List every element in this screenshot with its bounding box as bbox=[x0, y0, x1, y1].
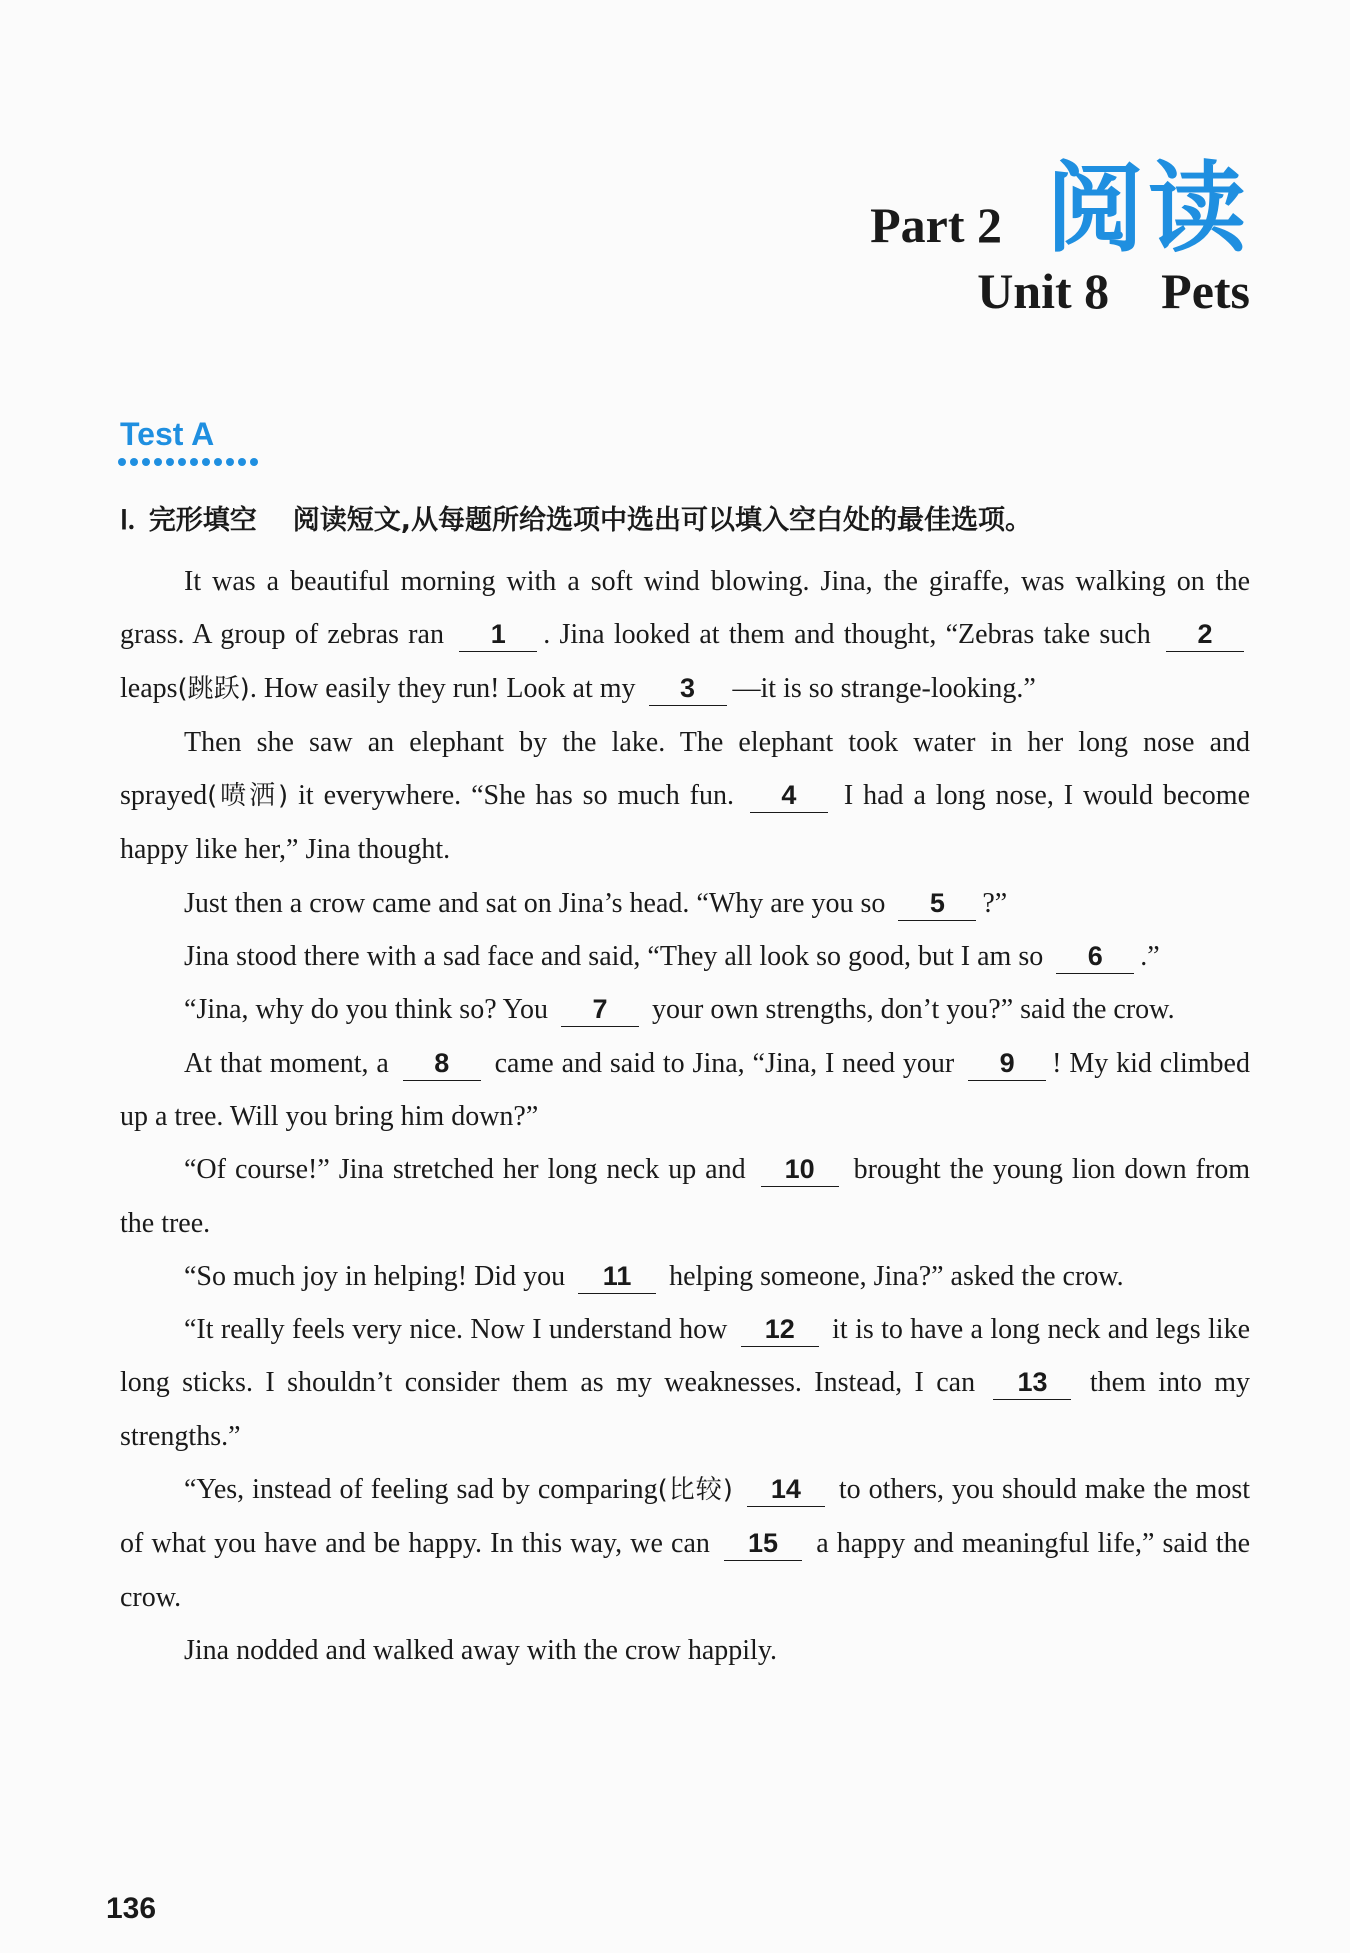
paragraph: “Yes, instead of feeling sad by comparing(比较) 14 to others, you should make the most of what you have and be happy. In this way, we can 15 a happy and meaningful life,” said the crow. bbox=[120, 1474, 1251, 1613]
paragraph: Jina nodded and walked away with the crow happily. bbox=[184, 1634, 778, 1666]
blank-8[interactable]: 8 bbox=[403, 1046, 481, 1081]
unit-heading bbox=[870, 262, 1250, 320]
section-instruction bbox=[120, 498, 1250, 537]
paragraph: It was a beautiful morning with a soft wind blowing. Jina, the giraffe, was walking on the grass. A group of zebras ran 1 . Jina looked at them and thought, “Zebras take such 2 leaps(跳跃). How easily they run! Look at my 3 —it is so strange-looking.” bbox=[120, 566, 1250, 704]
paragraph: Just then a crow came and sat on Jina’s head. “Why are you so 5 ?” bbox=[184, 887, 1008, 919]
paragraph: “So much joy in helping! Did you 11 helping someone, Jina?” asked the crow. bbox=[184, 1260, 1124, 1292]
blank-9[interactable]: 9 bbox=[968, 1046, 1046, 1081]
paragraph: “Of course!” Jina stretched her long neck up and 10 brought the young lion down from the tree. bbox=[120, 1154, 1250, 1239]
blank-10[interactable]: 10 bbox=[761, 1152, 839, 1187]
paragraph: “Jina, why do you think so? You 7 your own strengths, don’t you?” said the crow. bbox=[184, 994, 1175, 1026]
blank-6[interactable]: 6 bbox=[1056, 939, 1134, 974]
blank-3[interactable]: 3 bbox=[649, 671, 727, 706]
blank-1[interactable]: 1 bbox=[459, 617, 537, 652]
part-chinese-title: 阅读 bbox=[1045, 152, 1250, 266]
cloze-passage bbox=[120, 555, 1250, 1677]
paragraph: Jina stood there with a sad face and said, “They all look so good, but I am so 6 .” bbox=[184, 941, 1160, 973]
blank-12[interactable]: 12 bbox=[741, 1312, 819, 1347]
unit-label: Unit 8 bbox=[977, 263, 1110, 319]
section-type: 完形填空 bbox=[148, 505, 257, 536]
page-header bbox=[870, 152, 1250, 320]
blank-4[interactable]: 4 bbox=[750, 778, 828, 813]
test-title: Test A bbox=[120, 416, 215, 452]
blank-11[interactable]: 11 bbox=[578, 1259, 656, 1294]
unit-topic: Pets bbox=[1161, 263, 1250, 319]
instruction-text: 阅读短文,从每题所给选项中选出可以填入空白处的最佳选项。 bbox=[292, 505, 1032, 536]
paragraph: At that moment, a 8 came and said to Jina, “Jina, I need your 9 ! My kid climbed up a tree. Will you bring him down?” bbox=[120, 1047, 1250, 1132]
blank-14[interactable]: 14 bbox=[747, 1472, 825, 1507]
blank-13[interactable]: 13 bbox=[993, 1365, 1071, 1400]
part-label: Part 2 bbox=[870, 197, 1002, 253]
part-heading bbox=[870, 152, 1250, 266]
paragraph: Then she saw an elephant by the lake. The elephant took water in her long nose and sprayed(喷洒) it everywhere. “She has so much fun. 4 I had a long nose, I would become happy like her,” Jina thought. bbox=[120, 726, 1250, 866]
paragraph: “It really feels very nice. Now I understand how 12 it is to have a long neck and legs like long sticks. I shouldn’t consider them as my weaknesses. Instead, I can 13 them into my strengths.” bbox=[120, 1314, 1250, 1452]
blank-7[interactable]: 7 bbox=[561, 992, 639, 1027]
page-number: 136 bbox=[106, 1892, 157, 1925]
test-title-dots bbox=[118, 458, 258, 466]
blank-15[interactable]: 15 bbox=[724, 1526, 802, 1561]
blank-5[interactable]: 5 bbox=[898, 886, 976, 921]
section-number: Ⅰ. bbox=[120, 505, 135, 535]
blank-2[interactable]: 2 bbox=[1166, 617, 1244, 652]
